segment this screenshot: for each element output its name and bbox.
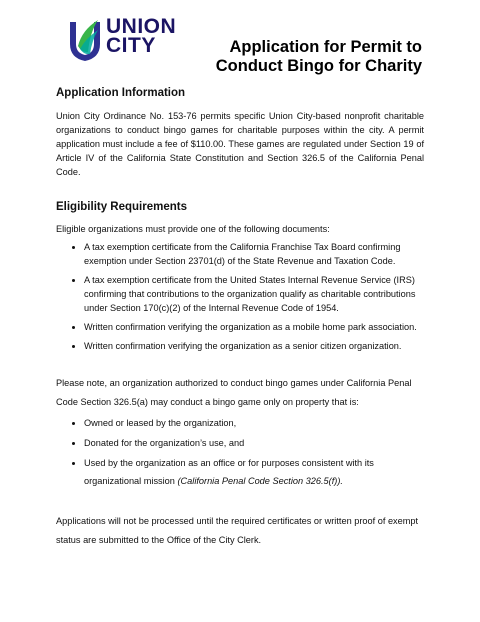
page-title-line-1: Application for Permit to [229,38,422,56]
eligibility-heading: Eligibility Requirements [56,201,187,213]
logo-word-union: UNION [106,15,177,38]
eligibility-intro: Eligible organizations must provide one of the following documents: [56,224,330,234]
page-title [216,38,422,76]
list-item: • A tax exemption certificate from the United States Internal Revenue Service (IRS) confirming that contributions to the organization qualify as charitable contributions under Section 170(c)(2) of the Internal Revenue Code of 1954. [84,273,424,315]
list-item: • A tax exemption certificate from the California Franchise Tax Board confirming exemption under Section 23701(d) of the State Revenue and Taxation Code. [84,240,424,268]
list-item: • Owned or leased by the organization, [84,415,424,432]
union-city-logo [68,16,178,62]
application-info-paragraph: Union City Ordinance No. 153-76 permits specific Union City-based nonprofit charitable organizations to conduct bingo games for charitable purposes within the city. A permit application must include a fee of $110.00. These games are regulated under Section 19 of Article IV of the California State Constitution and Section 326.5 of the California Penal Code. [56,111,424,177]
penal-code-citation: (California Penal Code Section 326.5(f)). [177,476,343,486]
document-body [56,86,424,550]
property-condition-list [56,415,424,490]
list-item: • Donated for the organization’s use, and [84,435,424,452]
page-title-line-2: Conduct Bingo for Charity [215,57,422,75]
union-city-shield-icon [68,16,102,62]
list-item: • Written confirmation verifying the organization as a senior citizen organization. [84,339,424,353]
logo-wordmark [106,17,176,55]
list-item: • Written confirmation verifying the organization as a mobile home park association. [84,320,424,334]
eligibility-document-list [56,240,424,353]
logo-word-city: CITY [106,34,156,57]
list-item [84,454,424,490]
application-info-heading: Application Information [56,87,186,99]
processing-note: Applications will not be processed until the required certificates or written proof of exempt status are submitted to the Office of the City Clerk. [56,516,419,545]
list-item-text: Used by the organization as an office or for purposes consistent with its organizational mission [84,458,374,486]
property-note-intro: Please note, an organization authorized to conduct bingo games under California Penal Code Section 326.5(a) may conduct a bingo game only on property that is: [56,378,412,407]
